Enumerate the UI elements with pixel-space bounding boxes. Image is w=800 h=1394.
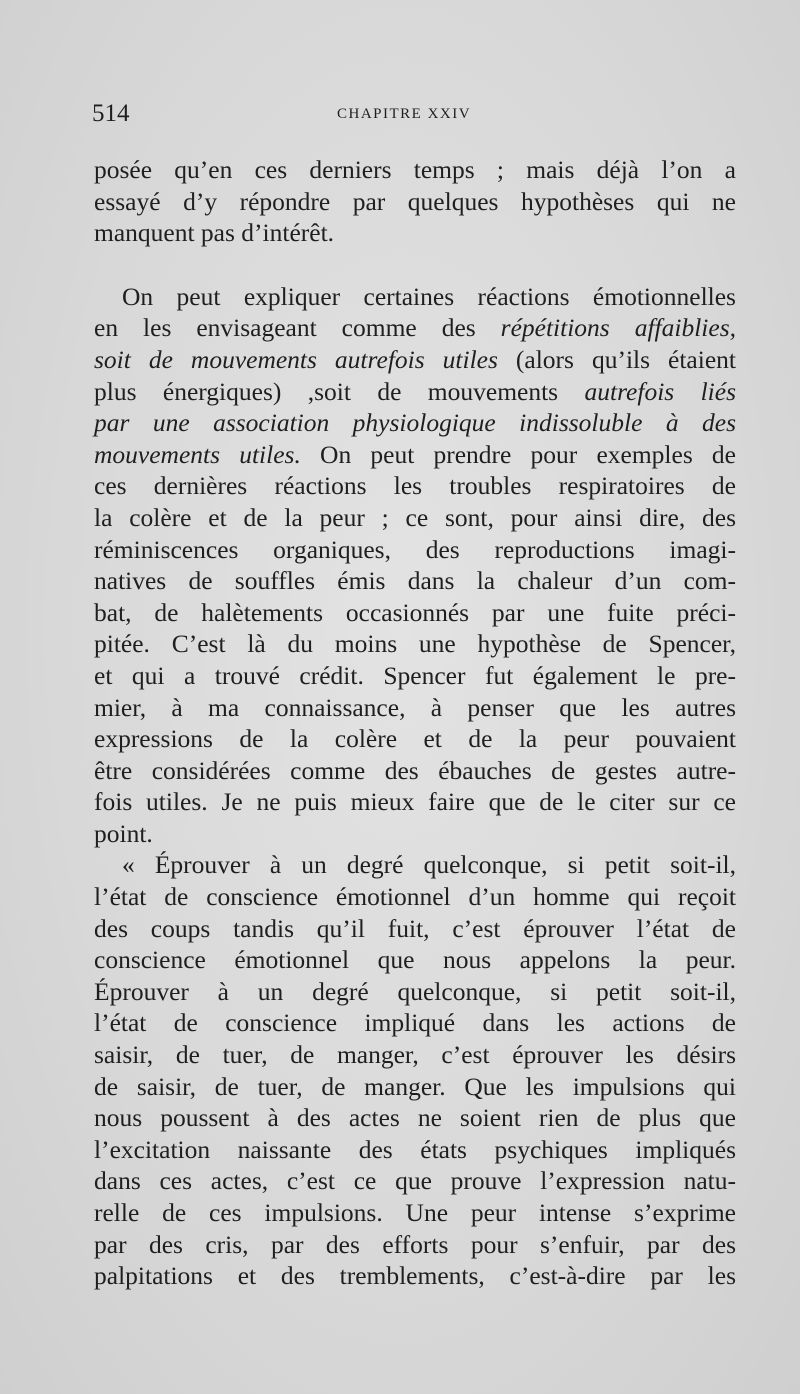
text-line — [94, 944, 736, 976]
text-segment: essayé d’y répondre par quelques hypothèses qui ne — [94, 186, 736, 216]
text-segment: « Éprouver à un degré quelconque, si petit soit-il, — [122, 850, 736, 880]
text-segment: point. — [94, 818, 153, 848]
text-line — [94, 881, 736, 913]
text-segment: et qui a trouvé crédit. Spencer fut également le pre- — [94, 660, 736, 690]
text-line — [94, 502, 736, 534]
paragraph — [94, 849, 736, 1291]
text-segment: l’excitation naissante des états psychiques impliqués — [94, 1134, 736, 1164]
text-segment: ces dernières réactions les troubles respiratoires de — [94, 471, 736, 501]
text-line — [94, 723, 736, 755]
text-segment: mier, à ma connaissance, à penser que les autres — [94, 692, 736, 722]
text-line — [94, 660, 736, 692]
text-line — [94, 1165, 736, 1197]
text-line — [94, 1007, 736, 1039]
text-segment: l’état de conscience impliqué dans les actions de — [94, 1008, 736, 1038]
text-segment: l’état de conscience émotionnel d’un homme qui reçoit — [94, 882, 736, 912]
text-segment: en les envisageant comme des — [94, 313, 501, 343]
italic-segment: répétitions affaiblies, — [500, 313, 736, 343]
text-line — [94, 597, 736, 629]
text-segment: manquent pas d’intérêt. — [94, 218, 335, 248]
italic-segment: autrefois liés — [584, 376, 736, 406]
text-line — [94, 1102, 736, 1134]
text-line — [94, 818, 736, 850]
text-segment: fois utiles. Je ne puis mieux faire que de le citer sur ce — [94, 787, 736, 817]
text-line — [94, 376, 736, 408]
text-segment: de saisir, de tuer, de manger. Que les impulsions qui — [94, 1071, 736, 1101]
text-line — [94, 186, 736, 218]
text-line — [94, 344, 736, 376]
text-line — [94, 439, 736, 471]
text-segment: relle de ces impulsions. Une peur intense s’exprime — [94, 1198, 736, 1227]
text-segment: nous poussent à des actes ne soient rien de plus que — [94, 1103, 736, 1133]
text-line — [94, 628, 736, 660]
text-segment: pitée. C’est là du moins une hypothèse de Spencer, — [94, 629, 736, 659]
text-segment: plus énergiques) ,soit de mouvements — [94, 376, 585, 406]
text-segment: Éprouver à un degré quelconque, si petit soit-il, — [94, 976, 736, 1006]
text-segment: expressions de la colère et de la peur pouvaient — [94, 724, 736, 754]
paragraph — [94, 154, 736, 249]
text-line — [94, 1071, 736, 1103]
text-segment: des coups tandis qu’il fuit, c’est éprouver l’état de — [94, 913, 736, 943]
text-line — [94, 692, 736, 724]
text-segment: natives de souffles émis dans la chaleur d’un com- — [94, 566, 736, 596]
text-line — [94, 281, 736, 313]
running-head: CHAPITRE XXIV — [337, 106, 472, 122]
text-line — [94, 1229, 736, 1261]
text-segment: conscience émotionnel que nous appelons la peur. — [94, 945, 736, 975]
text-segment: la colère et de la peur ; ce sont, pour ainsi dire, des — [94, 502, 736, 532]
text-segment: bat, de halètements occasionnés par une fuite préci- — [94, 597, 736, 627]
text-segment: (alors qu’ils étaient — [497, 344, 736, 374]
text-line — [94, 913, 736, 945]
text-line — [94, 849, 736, 881]
paragraph — [94, 281, 736, 850]
text-segment: posée qu’en ces derniers temps ; mais déjà l’on a — [94, 155, 736, 184]
text-segment: par des cris, par des efforts pour s’enfuir, par des — [94, 1229, 736, 1259]
page-number: 514 — [92, 100, 130, 127]
text-segment: On peut prendre pour exemples de — [300, 439, 737, 469]
paragraph-gap — [94, 249, 736, 281]
body-text — [94, 154, 736, 1292]
text-segment: être considérées comme des ébauches de gestes autre- — [94, 755, 736, 785]
text-line — [94, 755, 736, 787]
text-line — [94, 1039, 736, 1071]
italic-segment: soit de mouvements autrefois utiles — [94, 344, 498, 374]
text-line — [94, 1134, 736, 1166]
text-segment: réminiscences organiques, des reproductions imagi- — [94, 534, 736, 564]
text-segment: On peut expliquer certaines réactions émotionnelles — [122, 281, 736, 311]
text-line — [94, 565, 736, 597]
text-line — [94, 976, 736, 1008]
text-line — [94, 470, 736, 502]
text-line — [94, 534, 736, 566]
text-line — [94, 217, 736, 249]
italic-segment: par une association physiologique indissoluble à des — [94, 408, 736, 438]
italic-segment: mouvements utiles. — [94, 439, 301, 469]
text-line — [94, 154, 736, 186]
text-segment: dans ces actes, c’est ce que prouve l’expression natu- — [94, 1166, 736, 1196]
text-line — [94, 407, 736, 439]
text-line — [94, 1260, 736, 1292]
text-line — [94, 1197, 736, 1229]
page-header — [92, 100, 737, 134]
text-line — [94, 312, 736, 344]
text-line — [94, 786, 736, 818]
text-segment: palpitations et des tremblements, c’est-à-dire par les — [94, 1261, 736, 1291]
text-segment: saisir, de tuer, de manger, c’est éprouver les désirs — [94, 1040, 736, 1070]
